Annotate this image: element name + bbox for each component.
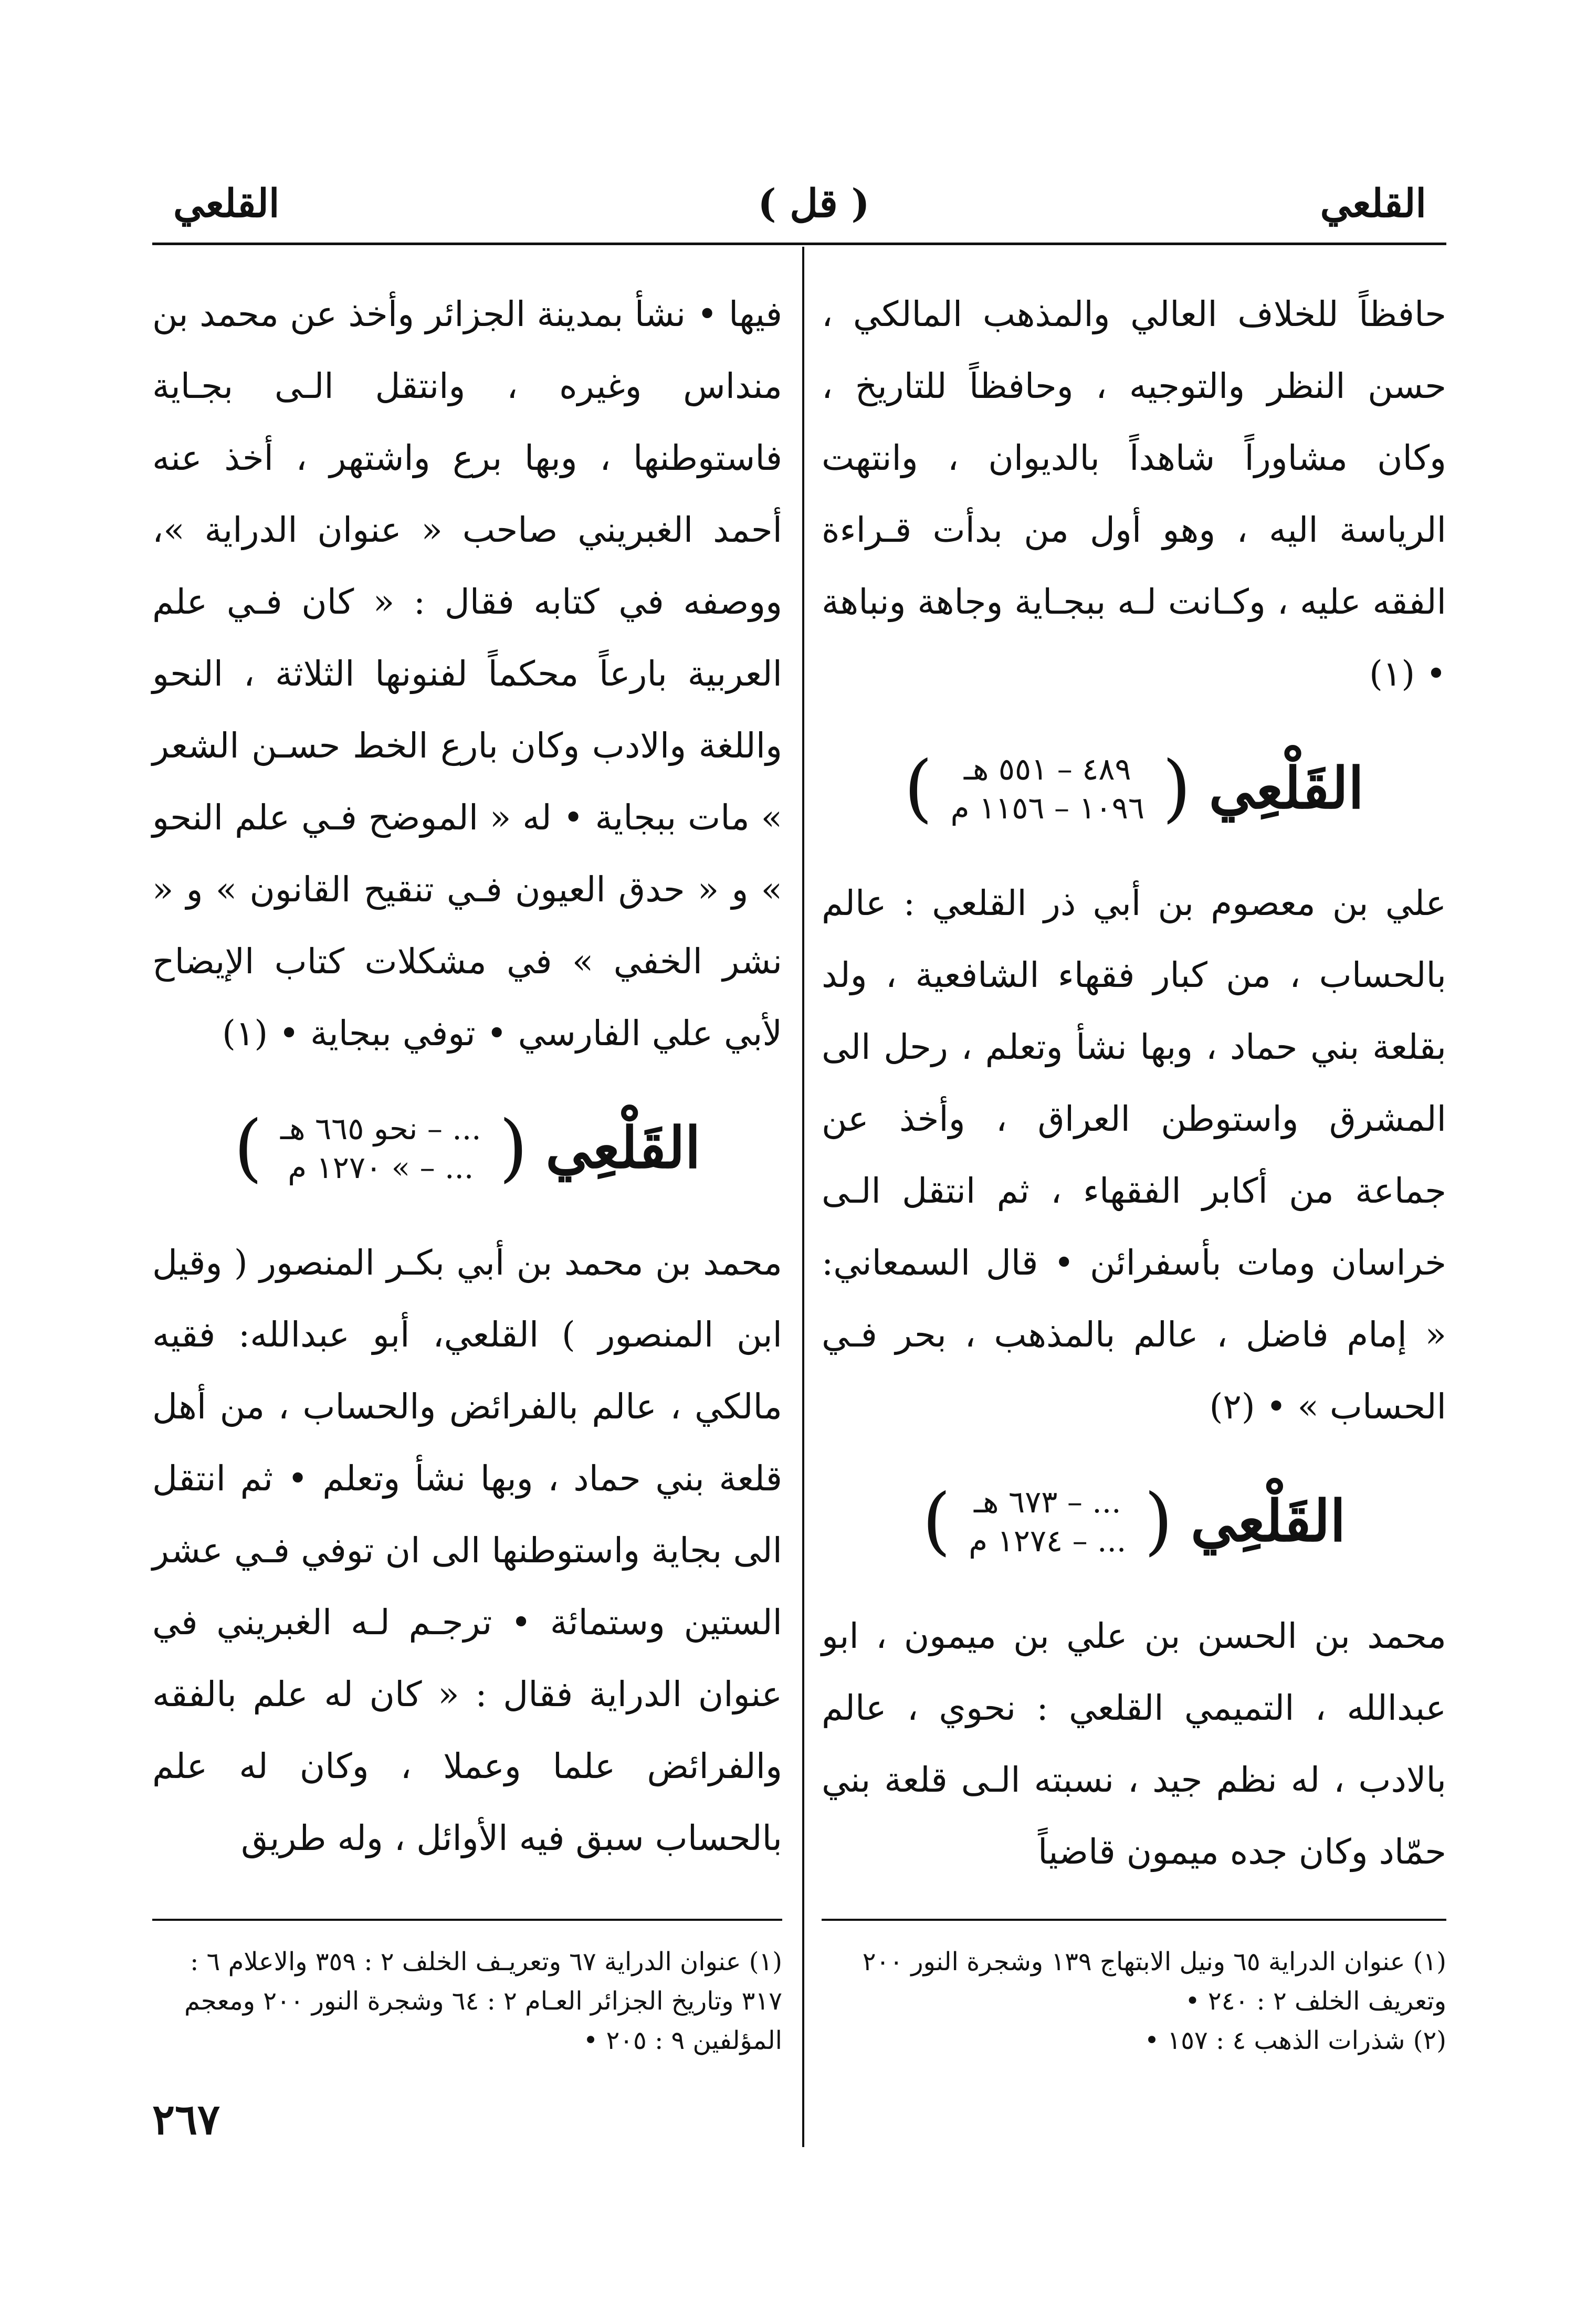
running-header-right: القلعي — [1320, 181, 1426, 226]
page-number: ٢٦٧ — [152, 2095, 220, 2144]
entry-heading — [152, 1069, 782, 1227]
footnote: (١) عنوان الدراية ٦٧ وتعريـف الخلف ٢ : ٣٥٩ والاعلام ٦ : ٣١٧ وتاريخ الجزائر العـام ٢ : ٦٤ وشجرة النور ٢٠٠ ومعجم المؤلفين ٩ : ٢٠٥ • — [184, 1947, 782, 2055]
entry-heading — [822, 710, 1446, 867]
entry-text: علي بن معصوم بن أبي ذر القلعي : عالم بالحساب ، من كبار فقهاء الشافعية ، ولد بقلعة بني حماد ، وبها نشأ وتعلم ، رحل الى المشرق واستوطن العراق ، وأخذ عن جماعة من أكابر الفقهاء ، ثم انتقل الـى خراسان ومات بأسفرائن • قال السمعاني: « إمام فاضل ، عالم بالمذهب ، بحر فـي الحساب » • (٢) — [822, 883, 1446, 1427]
entry-heading — [822, 1443, 1446, 1600]
open-paren: ( — [499, 1105, 528, 1191]
entry-text: محمد بن الحسن بن علي بن ميمون ، ابو عبدالله ، التميمي القلعي : نحوي ، عالم بالادب ، له نظم جيد ، نسبته الـى قلعة بني حمّاد وكان جده ميمون قاضياً — [822, 1616, 1446, 1872]
header-rule — [152, 243, 1446, 245]
entry-text: محمد بن محمد بن أبي بكـر المنصور ( وقيل ابن المنصور ) القلعي، أبو عبدالله: فقيه مالكي ، عالم بالفرائض والحساب ، من أهل قلعة بني حماد ، وبها نشأ وتعلم • ثم انتقل الى بجاية واستوطنها الى ان توفي فـي عشر الستين وستمائة • ترجـم لـه الغبريني في عنوان الدراية فقال : « كان له علم بالفقه والفرائض علما وعملا ، وكان له علم بالحساب سبق فيه الأوائل ، وله طريق — [152, 1243, 782, 1858]
dates-hijri: ٤٨٩ – ٥٥١ هـ — [963, 751, 1131, 787]
footnote-rule-left — [152, 1919, 782, 1921]
open-paren: ( — [1144, 1478, 1173, 1564]
entry-name: القَلْعِي — [545, 1114, 701, 1181]
right-column — [822, 278, 1446, 1888]
running-header-root: ( قل ) — [758, 181, 870, 226]
dates-gregorian: ... – ١٢٧٤ م — [969, 1523, 1127, 1559]
entry-dates — [969, 1482, 1126, 1560]
left-column — [152, 278, 782, 1874]
close-paren: ) — [922, 1478, 951, 1564]
footnote: (٢) شذرات الذهب ٤ : ١٥٧ • — [1144, 2026, 1446, 2055]
close-paren: ) — [903, 745, 933, 831]
right-intro-paragraph: حافظاً للخلاف العالي والمذهب المالكي ، حسن النظر والتوجيه ، وحافظاً للتاريخ ، وكان مشاوراً شاهداً بالديوان ، وانتهت الرياسة اليه ، وهو أول من بدأت قـراءة الفقه عليه ، وكـانت لـه ببجـاية وجاهة ونباهة • (١) — [822, 294, 1446, 694]
entry-name: القَلْعِي — [1209, 755, 1364, 822]
entry-dates — [280, 1109, 481, 1187]
close-paren: ) — [234, 1105, 262, 1191]
dates-gregorian: ١٠٩٦ – ١١٥٦ م — [950, 790, 1145, 826]
footnote-rule-right — [822, 1919, 1446, 1921]
entry-dates — [951, 750, 1144, 827]
footnotes-right — [822, 1942, 1446, 2060]
column-divider — [802, 247, 804, 2147]
entry-name: القَلْعِي — [1191, 1488, 1346, 1554]
dates-gregorian: ... – » ١٢٧٠ م — [288, 1150, 474, 1185]
footnote: (١) عنوان الدراية ٦٥ ونيل الابتهاج ١٣٩ وشجرة النور ٢٠٠ وتعريف الخلف ٢ : ٢٤٠ • — [862, 1947, 1446, 2016]
dates-hijri: ... – ٦٧٣ هـ — [973, 1484, 1121, 1520]
open-paren: ( — [1162, 745, 1191, 831]
dates-hijri: ... – نحو ٦٦٥ هـ — [280, 1111, 481, 1147]
left-intro-paragraph: فيها • نشأ بمدينة الجزائر وأخذ عن محمد بن منداس وغيره ، وانتقل الـى بجـاية فاستوطنها ، وبها برع واشتهر ، أخذ عنه أحمد الغبريني صاحب « عنوان الدراية »، ووصفه في كتابه فقال : « كان فـي علم العربية بارعاً محكماً لفنونها الثلاثة ، النحو واللغة والادب وكان بارع الخط حسـن الشعر » مات ببجاية • له « الموضح فـي علم النحو » و « حدق العيون فـي تنقيح القانون » و « نشر الخفي » في مشكلات كتاب الإيضاح لأبي علي الفارسي • توفي ببجاية • (١) — [152, 294, 782, 1054]
running-header-left: القلعي — [173, 181, 280, 226]
footnotes-left — [152, 1942, 782, 2060]
